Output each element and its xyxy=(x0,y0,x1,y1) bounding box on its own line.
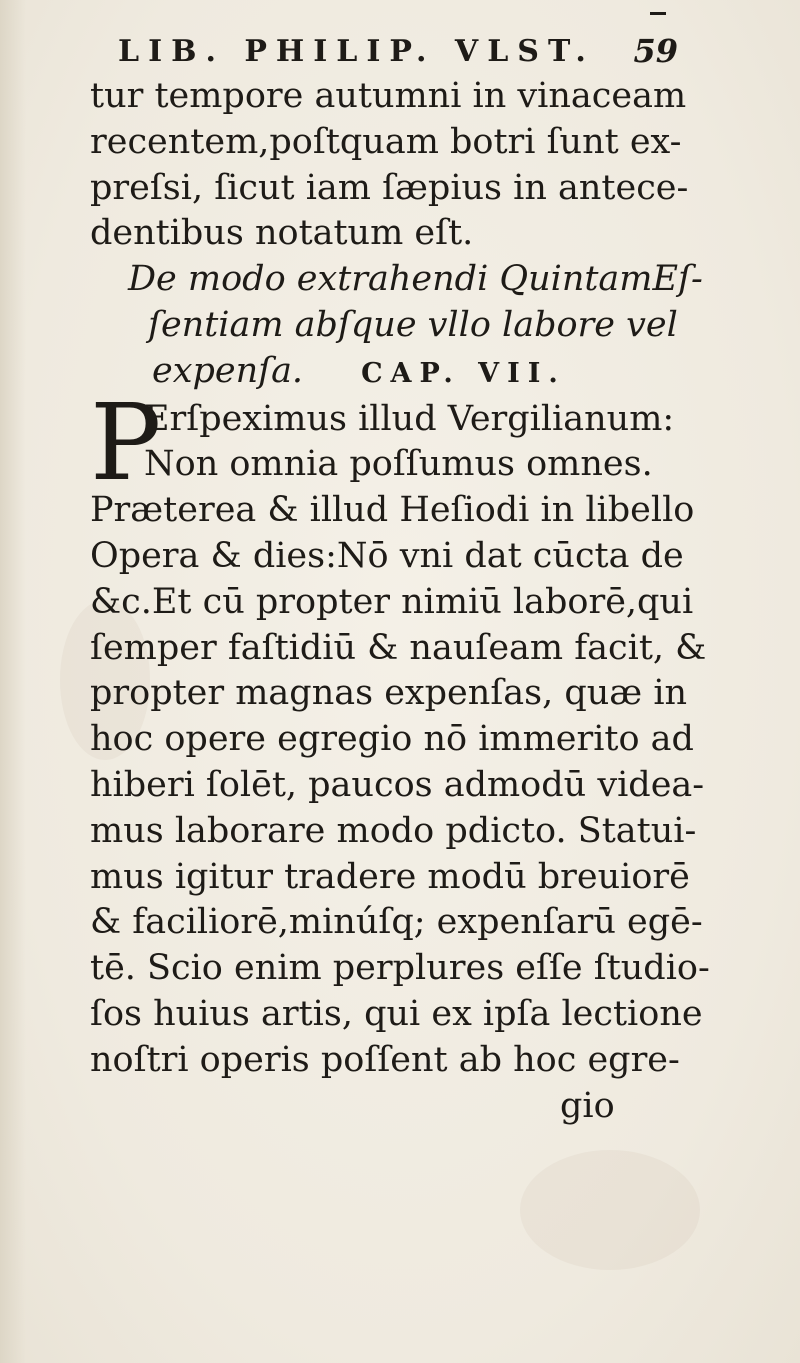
text-line: &c.Et cū propter nimiū laborē,qui xyxy=(90,581,694,622)
chapter-heading-line xyxy=(90,349,730,397)
text-line: mus laborare modo pdicto. Statui- xyxy=(90,810,697,851)
catchword: gio xyxy=(560,1085,615,1126)
page-header xyxy=(118,30,678,70)
chapter-heading: ſentiam abſque vllo labore vel xyxy=(148,304,678,345)
text-line: dentibus notatum eſt. xyxy=(90,213,474,254)
text-line: tur tempore autumni in vinaceam xyxy=(90,76,687,116)
text-line: hiberi ſolēt, paucos admodū videa- xyxy=(90,764,705,805)
gutter-shadow xyxy=(0,0,26,1363)
text-line: tē. Scio enim perplures eſſe ſtudio- xyxy=(90,948,710,989)
text-line: recentem,poſtquam botri ſunt ex- xyxy=(90,121,682,162)
running-head: LIB. PHILIP. VLST. xyxy=(118,34,595,69)
page-number: 59 xyxy=(633,32,678,70)
main-text xyxy=(90,74,730,1129)
chapter-heading: De modo extrahendi QuintamEſ- xyxy=(128,259,703,300)
chapter-heading: expenſa. xyxy=(152,350,304,391)
text-line: ſemper faſtidiū & nauſeam facit, & xyxy=(90,627,707,668)
drop-cap: P xyxy=(90,380,162,504)
text-line: ſos huius artis, qui ex ipſa lectione xyxy=(90,993,703,1034)
paper-stain xyxy=(520,1150,700,1270)
chapter-number: CAP. VII. xyxy=(361,357,566,389)
text-line: mus igitur tradere modū breuiorē xyxy=(90,856,690,897)
text-line: & faciliorē,minúſq; expenſarū egē- xyxy=(90,902,703,943)
text-line: Erſpeximus illud Vergilianum: xyxy=(144,398,675,439)
text-line: Præterea & illud Heſiodi in libello xyxy=(90,490,695,531)
text-line: Non omnia poſſumus omnes. xyxy=(144,444,653,485)
text-line: propter magnas expenſas, quæ in xyxy=(90,673,688,714)
text-line: Opera & dies:Nō vni dat cūcta de xyxy=(90,535,684,576)
chapter-opening xyxy=(90,380,730,504)
text-line: hoc opere egregio nō immerito ad xyxy=(90,719,694,760)
text-line: preſsi, ſicut iam ſæpius in antece- xyxy=(90,167,689,208)
folio-ornament xyxy=(650,12,666,15)
text-line: noſtri operis poſſent ab hoc egre- xyxy=(90,1039,680,1080)
